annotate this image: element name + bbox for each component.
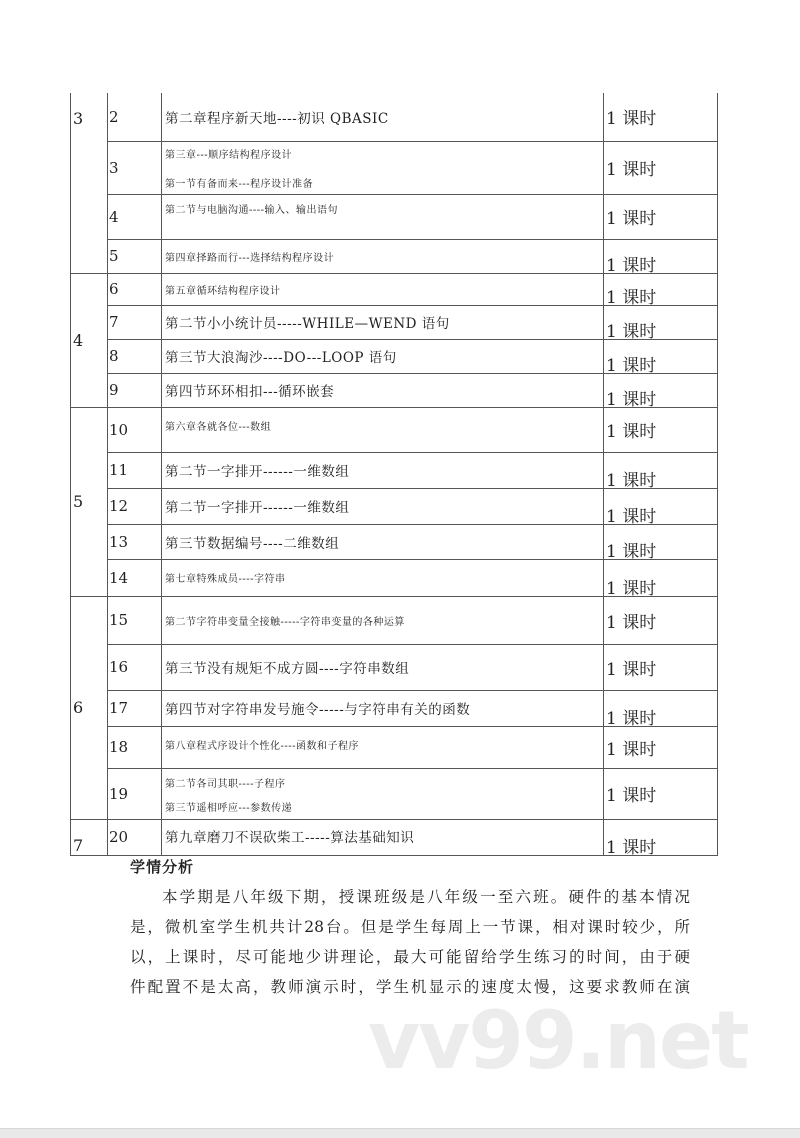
lesson-number: 18 [108,726,162,768]
table-row [71,524,718,559]
lesson-hours [604,452,718,488]
table-row [71,273,718,305]
lesson-content: 第二章程序新天地----初识 QBASIC [162,93,604,141]
lesson-number: 11 [108,452,162,488]
table-row [71,339,718,373]
lesson-hours: 1 课时 [604,726,718,768]
lesson-hours: 1 课时 [604,596,718,644]
table-row [71,596,718,644]
table-row [71,726,718,768]
teaching-schedule-table [70,93,718,856]
table-row [71,768,718,819]
table-row [71,407,718,452]
hours-text: 1 课时 [606,541,657,559]
lesson-number: 6 [108,273,162,305]
hours-text: 1 课时 [606,355,657,373]
lesson-content: 第六章各就各位---数组 [162,407,604,452]
lesson-content: 第四节环环相扣---循环嵌套 [162,373,604,407]
content-line: 第一节有备而来---程序设计准备 [165,178,314,190]
lesson-number: 17 [108,690,162,726]
lesson-content: 第九章磨刀不误砍柴工-----算法基础知识 [162,819,604,855]
content-line: 第三章---顺序结构程序设计 [165,149,293,161]
lesson-content: 第二节一字排开------一维数组 [162,452,604,488]
lesson-hours [604,305,718,339]
lesson-number: 12 [108,488,162,524]
lesson-content: 第三节没有规矩不成方圆----字符串数组 [162,644,604,690]
hours-text: 1 课时 [606,578,657,596]
lesson-hours [604,273,718,305]
lesson-number: 14 [108,559,162,596]
lesson-content: 第五章循环结构程序设计 [162,273,604,305]
lesson-content: 第二节字符串变量全接触-----字符串变量的各种运算 [162,596,604,644]
lesson-number: 16 [108,644,162,690]
table-row [71,373,718,407]
lesson-hours: 1 课时 [604,194,718,239]
table-row [71,452,718,488]
lesson-hours [604,373,718,407]
table-row [71,559,718,596]
section-heading: 学情分析 [130,858,195,876]
lesson-number: 13 [108,524,162,559]
table-row [71,644,718,690]
table-row [71,141,718,194]
lesson-hours [604,690,718,726]
lesson-number: 3 [108,141,162,194]
lesson-hours [604,524,718,559]
content-line: 第二节各司其职----子程序 [165,778,286,790]
hours-text: 1 课时 [606,389,657,407]
lesson-hours [604,488,718,524]
lesson-hours [604,239,718,273]
lesson-hours [604,339,718,373]
hours-text: 1 课时 [606,708,657,726]
hours-text: 1 课时 [606,506,657,524]
paragraph-line: 以，上课时，尽可能地少讲理论，最大可能留给学生练习的时间，由于硬 [130,948,690,966]
lesson-number: 2 [108,93,162,141]
table-row [71,239,718,273]
table-row [71,690,718,726]
student-analysis-section [130,858,690,1002]
lesson-number: 20 [108,819,162,855]
lesson-content: 第八章程式序设计个性化----函数和子程序 [162,726,604,768]
hours-text: 1 课时 [606,287,657,305]
week-cell: 5 [71,407,108,596]
week-cell: 4 [71,273,108,407]
lesson-content: 第二节小小统计员-----WHILE—WEND 语句 [162,305,604,339]
paragraph-line: 件配置不是太高，教师演示时，学生机显示的速度太慢，这要求教师在演 [130,978,690,996]
hours-text: 1 课时 [606,255,657,273]
watermark: vv99.net [368,994,748,1087]
lesson-hours [604,819,718,855]
lesson-content [162,141,604,194]
lesson-hours: 1 课时 [604,93,718,141]
lesson-content [162,768,604,819]
lesson-hours: 1 课时 [604,407,718,452]
lesson-content: 第七章特殊成员----字符串 [162,559,604,596]
lesson-number: 7 [108,305,162,339]
lesson-number: 5 [108,239,162,273]
paragraph-line: 本学期是八年级下期，授课班级是八年级一至六班。硬件的基本情况 [162,888,690,906]
lesson-number: 19 [108,768,162,819]
lesson-hours: 1 课时 [604,141,718,194]
hours-text: 1 课时 [606,837,657,855]
table-row [71,488,718,524]
lesson-content: 第四章择路而行---选择结构程序设计 [162,239,604,273]
lesson-hours: 1 课时 [604,644,718,690]
table-row [71,194,718,239]
week-cell: 7 [71,819,108,855]
lesson-number: 9 [108,373,162,407]
lesson-number: 15 [108,596,162,644]
table-row [71,819,718,855]
lesson-hours [604,559,718,596]
lesson-hours: 1 课时 [604,768,718,819]
week-cell: 3 [71,93,108,273]
table-row [71,305,718,339]
lesson-content: 第三节数据编号----二维数组 [162,524,604,559]
lesson-content: 第二节与电脑沟通----输入、输出语句 [162,194,604,239]
lesson-content: 第三节大浪淘沙----DO---LOOP 语句 [162,339,604,373]
content-line: 第三节遥相呼应---参数传递 [165,802,293,814]
table-row [71,93,718,141]
hours-text: 1 课时 [606,321,657,339]
lesson-number: 4 [108,194,162,239]
hours-text: 1 课时 [606,470,657,488]
lesson-number: 10 [108,407,162,452]
lesson-number: 8 [108,339,162,373]
paragraph-line: 是，微机室学生机共计28台。但是学生每周上一节课，相对课时较少，所 [130,918,690,936]
lesson-content: 第二节一字排开------一维数组 [162,488,604,524]
week-cell: 6 [71,596,108,819]
lesson-content: 第四节对字符串发号施令-----与字符串有关的函数 [162,690,604,726]
